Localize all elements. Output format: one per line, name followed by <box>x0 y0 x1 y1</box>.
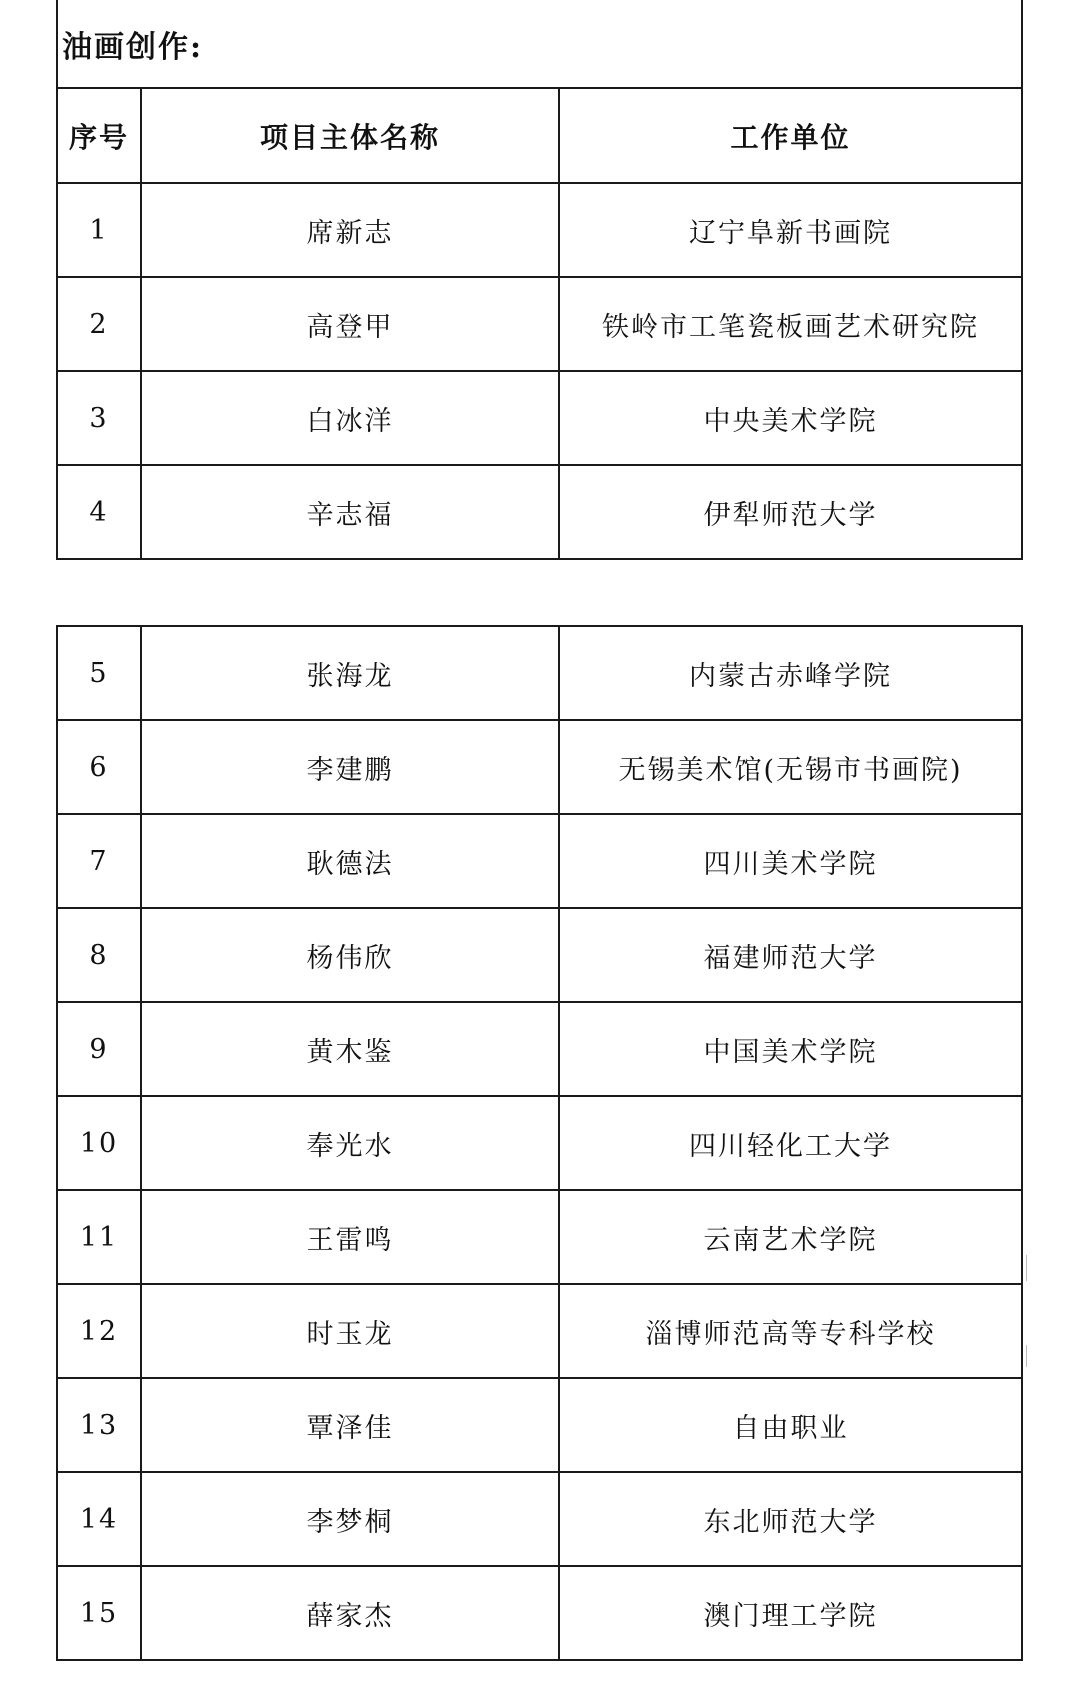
row-unit: 伊犁师范大学 <box>559 465 1022 559</box>
table-row <box>57 371 1022 465</box>
table-row <box>57 626 1022 720</box>
row-unit: 淄博师范高等专科学校 <box>559 1284 1022 1378</box>
row-name: 席新志 <box>141 183 559 277</box>
scan-mark <box>1026 1255 1027 1281</box>
award-table-part-2 <box>56 625 1023 1661</box>
table-header-row <box>57 88 1022 183</box>
row-name: 耿德法 <box>141 814 559 908</box>
row-name: 时玉龙 <box>141 1284 559 1378</box>
table-row <box>57 1002 1022 1096</box>
row-name: 李建鹏 <box>141 720 559 814</box>
table-row <box>57 1472 1022 1566</box>
row-number: 1 <box>57 183 141 277</box>
row-unit: 云南艺术学院 <box>559 1190 1022 1284</box>
table-row <box>57 908 1022 1002</box>
table-row <box>57 1566 1022 1660</box>
row-number: 13 <box>57 1378 141 1472</box>
table-row <box>57 1284 1022 1378</box>
row-unit: 辽宁阜新书画院 <box>559 183 1022 277</box>
table-row <box>57 720 1022 814</box>
row-unit: 内蒙古赤峰学院 <box>559 626 1022 720</box>
row-unit: 福建师范大学 <box>559 908 1022 1002</box>
section-title: 油画创作: <box>57 0 1022 88</box>
row-name: 薛家杰 <box>141 1566 559 1660</box>
row-name: 高登甲 <box>141 277 559 371</box>
row-unit: 四川美术学院 <box>559 814 1022 908</box>
scan-mark <box>1026 1345 1027 1367</box>
row-name: 张海龙 <box>141 626 559 720</box>
row-unit: 东北师范大学 <box>559 1472 1022 1566</box>
row-number: 14 <box>57 1472 141 1566</box>
row-name: 覃泽佳 <box>141 1378 559 1472</box>
row-number: 15 <box>57 1566 141 1660</box>
header-project-name: 项目主体名称 <box>141 88 559 183</box>
table-row <box>57 1378 1022 1472</box>
row-number: 7 <box>57 814 141 908</box>
award-table-part-1 <box>56 0 1023 560</box>
row-name: 白冰洋 <box>141 371 559 465</box>
table-row <box>57 814 1022 908</box>
row-number: 10 <box>57 1096 141 1190</box>
row-name: 王雷鸣 <box>141 1190 559 1284</box>
row-number: 6 <box>57 720 141 814</box>
table-row <box>57 1190 1022 1284</box>
table-row <box>57 277 1022 371</box>
row-number: 4 <box>57 465 141 559</box>
row-name: 奉光水 <box>141 1096 559 1190</box>
row-name: 辛志福 <box>141 465 559 559</box>
row-unit: 澳门理工学院 <box>559 1566 1022 1660</box>
row-number: 11 <box>57 1190 141 1284</box>
row-number: 5 <box>57 626 141 720</box>
row-unit: 铁岭市工笔瓷板画艺术研究院 <box>559 277 1022 371</box>
row-number: 9 <box>57 1002 141 1096</box>
row-number: 12 <box>57 1284 141 1378</box>
row-name: 杨伟欣 <box>141 908 559 1002</box>
table-row <box>57 465 1022 559</box>
row-name: 黄木鉴 <box>141 1002 559 1096</box>
table-row <box>57 183 1022 277</box>
row-unit: 四川轻化工大学 <box>559 1096 1022 1190</box>
section-title-row <box>57 0 1022 88</box>
row-unit: 中国美术学院 <box>559 1002 1022 1096</box>
row-name: 李梦桐 <box>141 1472 559 1566</box>
row-number: 8 <box>57 908 141 1002</box>
row-unit: 无锡美术馆(无锡市书画院) <box>559 720 1022 814</box>
header-serial-number: 序号 <box>57 88 141 183</box>
header-work-unit: 工作单位 <box>559 88 1022 183</box>
table-row <box>57 1096 1022 1190</box>
row-number: 3 <box>57 371 141 465</box>
row-unit: 中央美术学院 <box>559 371 1022 465</box>
row-unit: 自由职业 <box>559 1378 1022 1472</box>
row-number: 2 <box>57 277 141 371</box>
